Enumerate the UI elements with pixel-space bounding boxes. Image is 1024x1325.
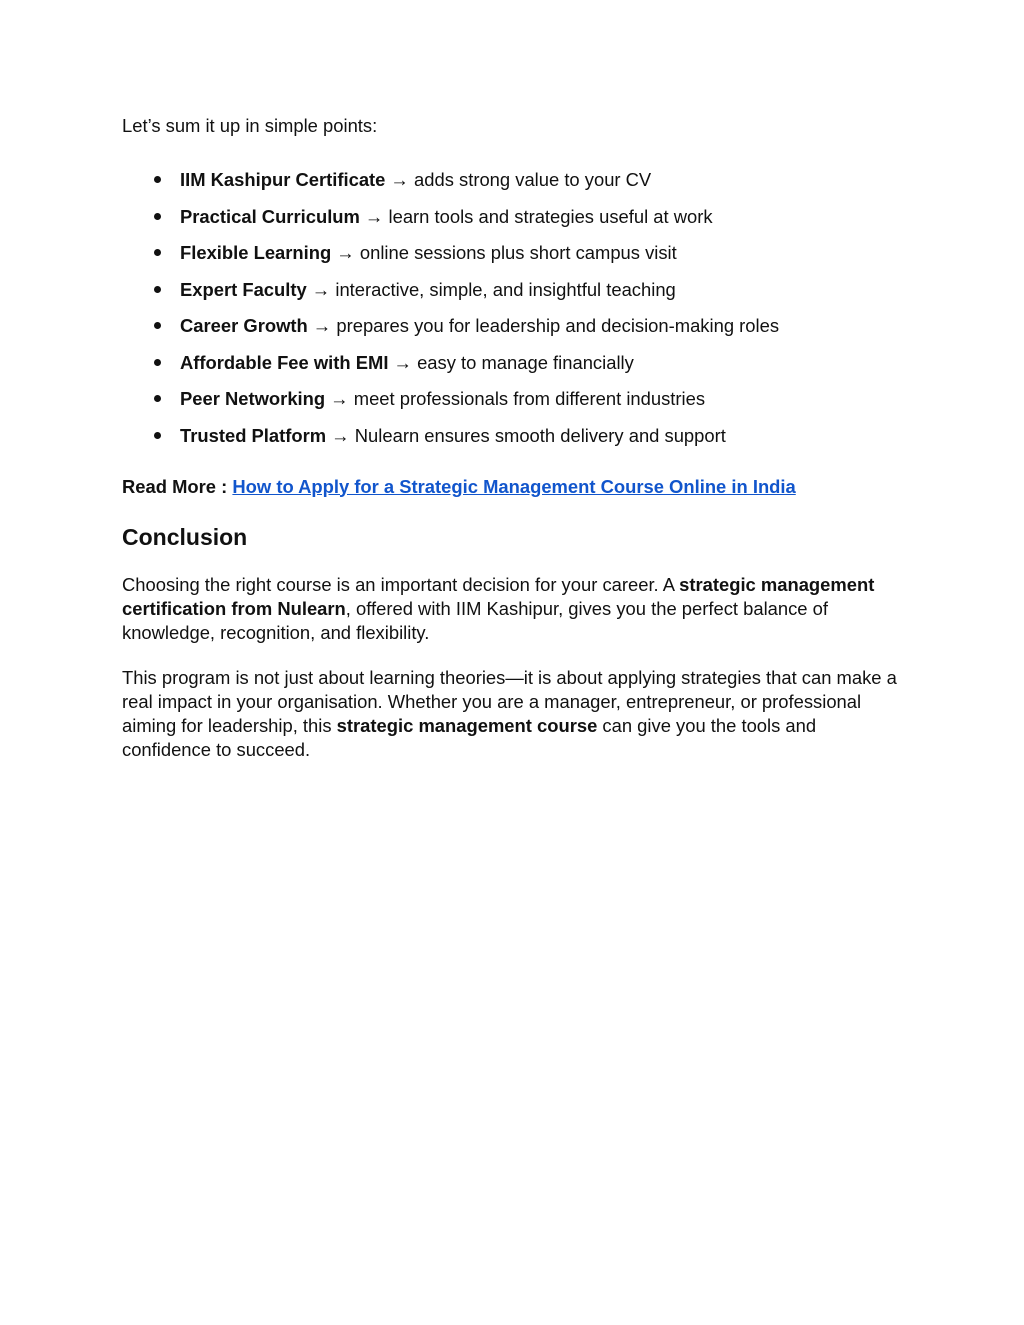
bullet-label: IIM Kashipur Certificate <box>180 169 386 190</box>
bullet-label: Expert Faculty <box>180 278 307 300</box>
document-content <box>122 114 902 762</box>
bullet-text: → prepares you for leadership and decision-making roles <box>312 315 780 336</box>
list-item <box>122 205 902 229</box>
bullet-text: → easy to manage financially <box>393 351 634 373</box>
bullet-label: Flexible Learning <box>180 242 332 263</box>
bullet-text: → meet professionals from different industries <box>330 388 706 409</box>
list-item <box>122 351 902 375</box>
bullet-label: Peer Networking <box>180 388 326 409</box>
conclusion-paragraph-1: Choosing the right course is an important decision for your career. A strategic management certification from Nulearn, offered with IIM Kashipur, gives you the perfect balance of knowledge, recognition, and flexibility. <box>122 573 875 643</box>
bullet-label: Practical Curriculum <box>180 205 360 227</box>
bullet-label: Affordable Fee with EMI <box>180 351 389 373</box>
intro-line: Let’s sum it up in simple points: <box>122 115 378 136</box>
read-more-label: Read More : <box>122 475 228 497</box>
summary-list <box>122 168 902 448</box>
bullet-icon <box>154 176 161 183</box>
bullet-icon <box>154 213 161 220</box>
bullet-icon <box>154 359 161 366</box>
list-item <box>122 278 902 302</box>
conclusion-heading: Conclusion <box>122 523 248 550</box>
bullet-label: Trusted Platform <box>180 424 327 446</box>
bullet-icon <box>154 322 161 329</box>
bullet-text: → Nulearn ensures smooth delivery and support <box>331 424 726 446</box>
bullet-icon <box>154 286 161 293</box>
bullet-text: → online sessions plus short campus visit <box>336 242 677 263</box>
list-item <box>122 387 902 411</box>
list-item <box>122 424 902 448</box>
bullet-text: → interactive, simple, and insightful teaching <box>311 278 676 300</box>
read-more-line <box>122 475 902 499</box>
bullet-icon <box>154 249 161 256</box>
bullet-icon <box>154 432 161 439</box>
list-item <box>122 314 902 338</box>
bullet-icon <box>154 395 161 402</box>
bullet-label: Career Growth <box>180 315 308 336</box>
read-more-link[interactable]: How to Apply for a Strategic Management Course Online in India <box>232 475 796 497</box>
bullet-text: → adds strong value to your CV <box>390 169 652 190</box>
bullet-text: → learn tools and strategies useful at work <box>365 205 713 227</box>
list-item <box>122 168 902 192</box>
conclusion-paragraph-2: This program is not just about learning theories—it is about applying strategies that can make a real impact in your organisation. Whether you are a manager, entrepreneur, or professional aiming for leadership, this strategic management course can give you the tools and confidence to succeed. <box>122 666 897 760</box>
list-item <box>122 241 902 265</box>
